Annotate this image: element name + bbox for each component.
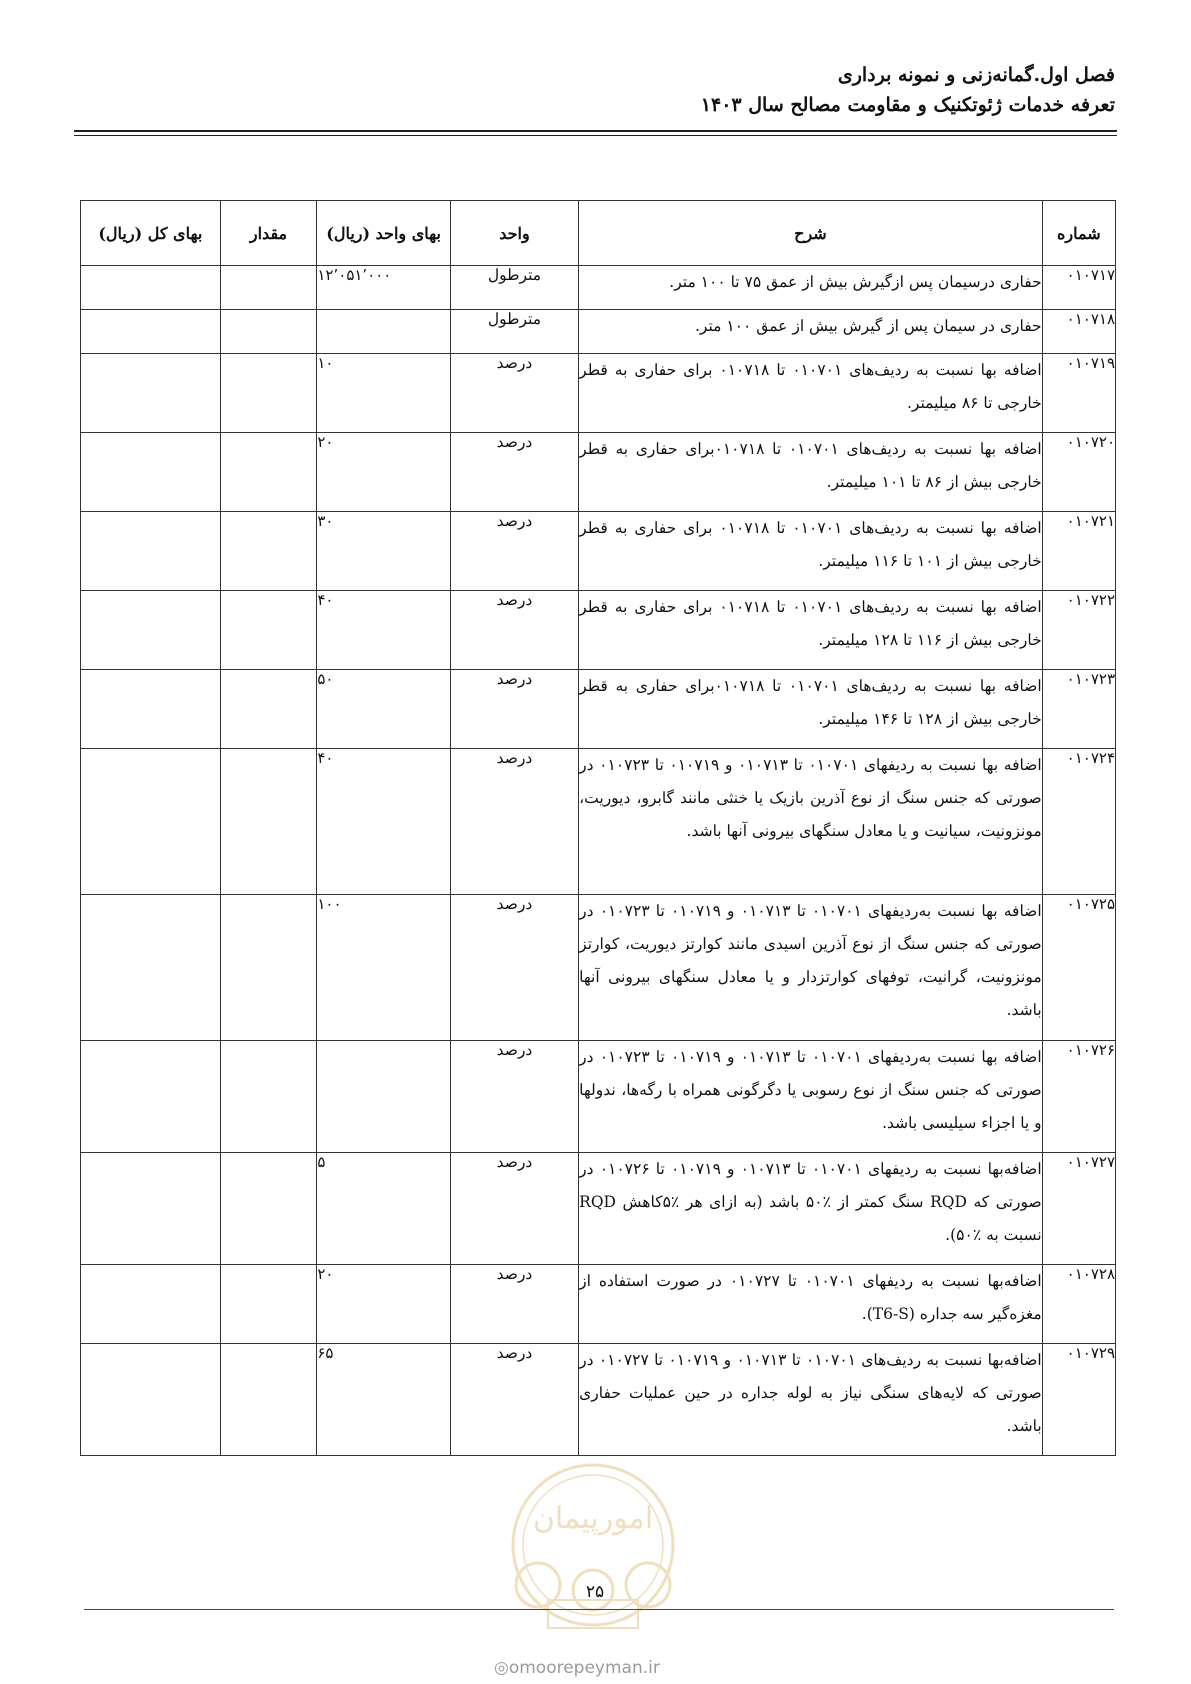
row-total [81, 895, 221, 1041]
table-row [81, 354, 1116, 433]
row-unit: درصد [450, 1344, 578, 1456]
row-unit: درصد [450, 1041, 578, 1153]
instagram-icon: ◎ [494, 1658, 509, 1678]
header-total: بهای کل (ریال) [81, 201, 221, 266]
row-unit: درصد [450, 749, 578, 895]
row-total [81, 266, 221, 310]
row-total [81, 591, 221, 670]
row-unit: مترطول [450, 266, 578, 310]
table-row [81, 310, 1116, 354]
row-unit-price: ۵۰ [317, 670, 450, 749]
table-row [81, 433, 1116, 512]
row-unit: درصد [450, 895, 578, 1041]
row-number: ۰۱۰۷۲۱ [1042, 512, 1115, 591]
row-unit-price: ۵ [317, 1153, 450, 1265]
row-total [81, 433, 221, 512]
row-quantity [220, 310, 317, 354]
row-description: اضافه بها نسبت به ردیف‌های ۰۱۰۷۰۱ تا ۰۱۰۷۱۸ برای حفاری به قطر خارجی بیش از ۱۰۱ تا ۱۱۶ میلیمتر. [579, 512, 1043, 591]
row-unit-price: ۱۲٬۰۵۱٬۰۰۰ [317, 266, 450, 310]
row-number: ۰۱۰۷۲۴ [1042, 749, 1115, 895]
row-description: اضافه بها نسبت به ردیف‌های ۰۱۰۷۰۱ تا ۰۱۰۷۱۸برای حفاری به قطر خارجی بیش از ۸۶ تا ۱۰۱ میلیمتر. [579, 433, 1043, 512]
row-description: اضافه بها نسبت به ردیف‌های ۰۱۰۷۰۱ تا ۰۱۰۷۱۸برای حفاری به قطر خارجی بیش از ۱۲۸ تا ۱۴۶ میلیمتر. [579, 670, 1043, 749]
row-unit: درصد [450, 354, 578, 433]
row-number: ۰۱۰۷۲۶ [1042, 1041, 1115, 1153]
row-unit-price: ۶۵ [317, 1344, 450, 1456]
table-header-row [81, 201, 1116, 266]
row-quantity [220, 895, 317, 1041]
row-quantity [220, 670, 317, 749]
header-unit: واحد [450, 201, 578, 266]
tariff-table [80, 200, 1116, 1456]
row-total [81, 512, 221, 591]
row-total [81, 749, 221, 895]
row-number: ۰۱۰۷۲۵ [1042, 895, 1115, 1041]
row-unit-price: ۲۰ [317, 433, 450, 512]
row-quantity [220, 512, 317, 591]
row-quantity [220, 591, 317, 670]
row-number: ۰۱۰۷۱۸ [1042, 310, 1115, 354]
row-description: اضافه بها نسبت به ردیف‌های ۰۱۰۷۰۱ تا ۰۱۰۷۱۸ برای حفاری به قطر خارجی تا ۸۶ میلیمتر. [579, 354, 1043, 433]
row-description: اضافه بها نسبت به ردیف‌های ۰۱۰۷۰۱ تا ۰۱۰۷۱۸ برای حفاری به قطر خارجی بیش از ۱۱۶ تا ۱۲۸ میلیمتر. [579, 591, 1043, 670]
row-quantity [220, 354, 317, 433]
row-description: اضافه‌بها نسبت به ردیفهای ۰۱۰۷۰۱ تا ۰۱۰۷۲۷ در صورت استفاده از مغزه‌گیر سه جداره (T6-S). [579, 1265, 1043, 1344]
footer-rule [84, 1609, 1114, 1610]
row-unit-price: ۲۰ [317, 1265, 450, 1344]
page-header [75, 60, 1115, 120]
row-unit: درصد [450, 512, 578, 591]
row-unit: درصد [450, 591, 578, 670]
row-number: ۰۱۰۷۲۷ [1042, 1153, 1115, 1265]
row-number: ۰۱۰۷۲۳ [1042, 670, 1115, 749]
header-unit-price: بهای واحد (ریال) [317, 201, 450, 266]
page-number: ۲۵ [585, 1582, 605, 1602]
row-description: حفاری درسیمان پس ازگیرش بیش از عمق ۷۵ تا ۱۰۰ متر. [579, 266, 1043, 310]
row-total [81, 1153, 221, 1265]
row-unit: درصد [450, 1153, 578, 1265]
table-row [81, 512, 1116, 591]
table-row [81, 1265, 1116, 1344]
table-row [81, 670, 1116, 749]
row-total [81, 670, 221, 749]
row-quantity [220, 1153, 317, 1265]
row-total [81, 1041, 221, 1153]
row-quantity [220, 1344, 317, 1456]
watermark-url-text: omoorepeyman.ir [508, 1658, 660, 1678]
row-unit-price: ۴۰ [317, 749, 450, 895]
table-row [81, 1041, 1116, 1153]
row-quantity [220, 1041, 317, 1153]
row-description: اضافه بها نسبت به‌ردیفهای ۰۱۰۷۰۱ تا ۰۱۰۷۱۳ و ۰۱۰۷۱۹ تا ۰۱۰۷۲۳ در صورتی که جنس سنگ از نوع آذرین اسیدی مانند کوارتز دیوریت، کوارتز مونزونیت، گرانیت، توفهای کوارتزدار و یا معادل سنگهای بیرونی آنها باشد. [579, 895, 1043, 1041]
row-description: اضافه بها نسبت به‌ردیفهای ۰۱۰۷۰۱ تا ۰۱۰۷۱۳ و ۰۱۰۷۱۹ تا ۰۱۰۷۲۳ در صورتی که جنس سنگ از نوع رسوبی یا دگرگونی همراه با رگه‌ها، ندولها و یا اجزاء سیلیسی باشد. [579, 1041, 1043, 1153]
row-description: اضافه‌بها نسبت به ردیفهای ۰۱۰۷۰۱ تا ۰۱۰۷۱۳ و ۰۱۰۷۱۹ تا ۰۱۰۷۲۶ در صورتی که RQD سنگ کمتر از ٪۵۰ باشد (به ازای هر ٪۵کاهش RQD نسبت به ٪۵۰). [579, 1153, 1043, 1265]
seal-watermark [478, 1450, 708, 1630]
row-unit: مترطول [450, 310, 578, 354]
row-unit-price: ۴۰ [317, 591, 450, 670]
table-row [81, 1153, 1116, 1265]
row-unit-price: ۱۰ [317, 354, 450, 433]
row-unit-price: ۳۰ [317, 512, 450, 591]
row-quantity [220, 266, 317, 310]
row-description: اضافه بها نسبت به ردیفهای ۰۱۰۷۰۱ تا ۰۱۰۷۱۳ و ۰۱۰۷۱۹ تا ۰۱۰۷۲۳ در صورتی که جنس سنگ از نوع آذرین بازیک یا خنثی مانند گابرو، دیوریت، مونزونیت، سیانیت و یا معادل سنگهای بیرونی آنها باشد. [579, 749, 1043, 895]
row-number: ۰۱۰۷۲۰ [1042, 433, 1115, 512]
row-quantity [220, 1265, 317, 1344]
row-description: حفاری در سیمان پس از گیرش بیش از عمق ۱۰۰ متر. [579, 310, 1043, 354]
row-number: ۰۱۰۷۲۲ [1042, 591, 1115, 670]
table-row [81, 1344, 1116, 1456]
watermark-url [494, 1658, 660, 1678]
header-rule-thin [74, 135, 1117, 136]
header-quantity: مقدار [220, 201, 317, 266]
row-unit: درصد [450, 1265, 578, 1344]
row-total [81, 1265, 221, 1344]
row-quantity [220, 433, 317, 512]
header-rule-thick [74, 130, 1117, 132]
row-number: ۰۱۰۷۲۸ [1042, 1265, 1115, 1344]
row-unit-price: ۱۰۰ [317, 895, 450, 1041]
row-unit-price [317, 1041, 450, 1153]
table-row [81, 895, 1116, 1041]
document-title: تعرفه خدمات ژئوتکنیک و مقاومت مصالح سال ۱۴۰۳ [700, 94, 1115, 116]
table-body [81, 266, 1116, 1456]
table-row [81, 749, 1116, 895]
row-total [81, 1344, 221, 1456]
chapter-title: فصل اول.گمانه‌زنی و نمونه برداری [837, 64, 1115, 86]
header-number: شماره [1042, 201, 1115, 266]
header-description: شرح [579, 201, 1043, 266]
row-quantity [220, 749, 317, 895]
svg-text:امورپیمان: امورپیمان [532, 1501, 654, 1536]
row-number: ۰۱۰۷۱۷ [1042, 266, 1115, 310]
row-number: ۰۱۰۷۱۹ [1042, 354, 1115, 433]
row-unit: درصد [450, 670, 578, 749]
row-unit-price [317, 310, 450, 354]
row-number: ۰۱۰۷۲۹ [1042, 1344, 1115, 1456]
table-row [81, 266, 1116, 310]
table-row [81, 591, 1116, 670]
row-unit: درصد [450, 433, 578, 512]
row-description: اضافه‌بها نسبت به ردیف‌های ۰۱۰۷۰۱ تا ۰۱۰۷۱۳ و ۰۱۰۷۱۹ تا ۰۱۰۷۲۷ در صورتی که لایه‌های سنگی نیاز به لوله جداره در حین عملیات حفاری باشد. [579, 1344, 1043, 1456]
row-total [81, 310, 221, 354]
row-total [81, 354, 221, 433]
